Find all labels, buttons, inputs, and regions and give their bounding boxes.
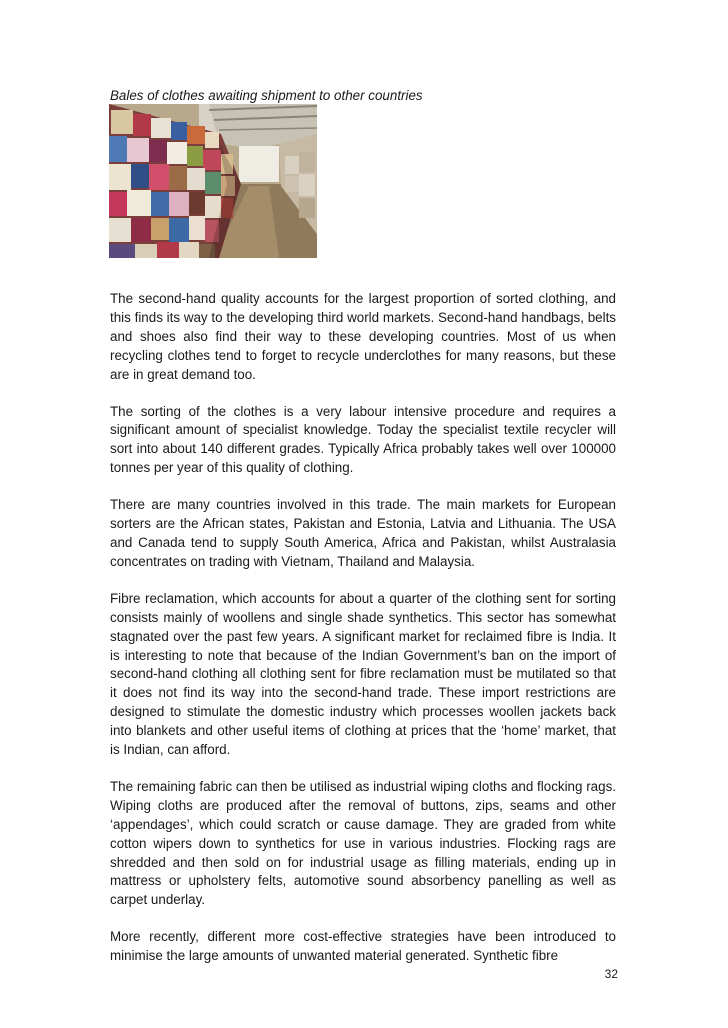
paragraph-second-hand-quality: The second-hand quality accounts for the largest proportion of sorted clothing, and this finds its way to the developing third world markets. Second-hand handbags, belts and shoes also find their way to these developing countries. Most of us when recycling clothes tend to forget to recycle underclothes for many reasons, but these are in great demand too.	[110, 291, 616, 382]
paragraph-fibre-reclamation: Fibre reclamation, which accounts for about a quarter of the clothing sent for sorting consists mainly of woollens and single shade synthetics. This sector has somewhat stagnated over the past few years. A significant market for reclaimed fibre is India. It is interesting to note that because of the Indian Government’s ban on the import of second-hand clothing all clothing sent for fibre reclamation must be mutilated so that it does not find its way into the second-hand trade. These import restrictions are designed to stimulate the domestic industry which processes woollen jackets back into blankets and other useful items of clothing at prices that the ‘home’ market, that is Indian, can afford.	[110, 590, 616, 758]
paragraph-countries: There are many countries involved in this trade. The main markets for European sorters are the African states, Pakistan and Estonia, Latvia and Lithuania. The USA and Canada tend to supply South America, Africa and Pakistan, whilst Australasia concentrates on trading with Vietnam, Thailand and Malaysia.	[110, 497, 616, 569]
warehouse-clothing-bales-photo	[109, 104, 317, 258]
body-text	[110, 290, 616, 984]
paragraph-sorting: The sorting of the clothes is a very labour intensive procedure and requires a significant amount of specialist knowledge. Today the specialist textile recycler will sort into about 140 different grades. Typically Africa probably takes well over 100000 tonnes per year of this quality of clothing.	[110, 403, 616, 476]
page-number: 32	[604, 967, 618, 981]
figure-caption: Bales of clothes awaiting shipment to other countries	[110, 88, 423, 103]
paragraph-recent-strategies: More recently, different more cost-effective strategies have been introduced to minimise the large amounts of unwanted material generated. Synthetic fibre	[110, 929, 616, 964]
paragraph-remaining-fabric: The remaining fabric can then be utilised as industrial wiping cloths and flocking rags. Wiping cloths are produced after the removal of buttons, zips, seams and other ‘appendages’, which could scratch or cause damage. They are graded from white cotton wipers down to synthetics for use in various industries. Flocking rags are shredded and then sold on for industrial usage as filling materials, ending up in mattress or upholstery felts, automotive sound absorbency panelling as well as carpet underlay.	[110, 778, 616, 908]
